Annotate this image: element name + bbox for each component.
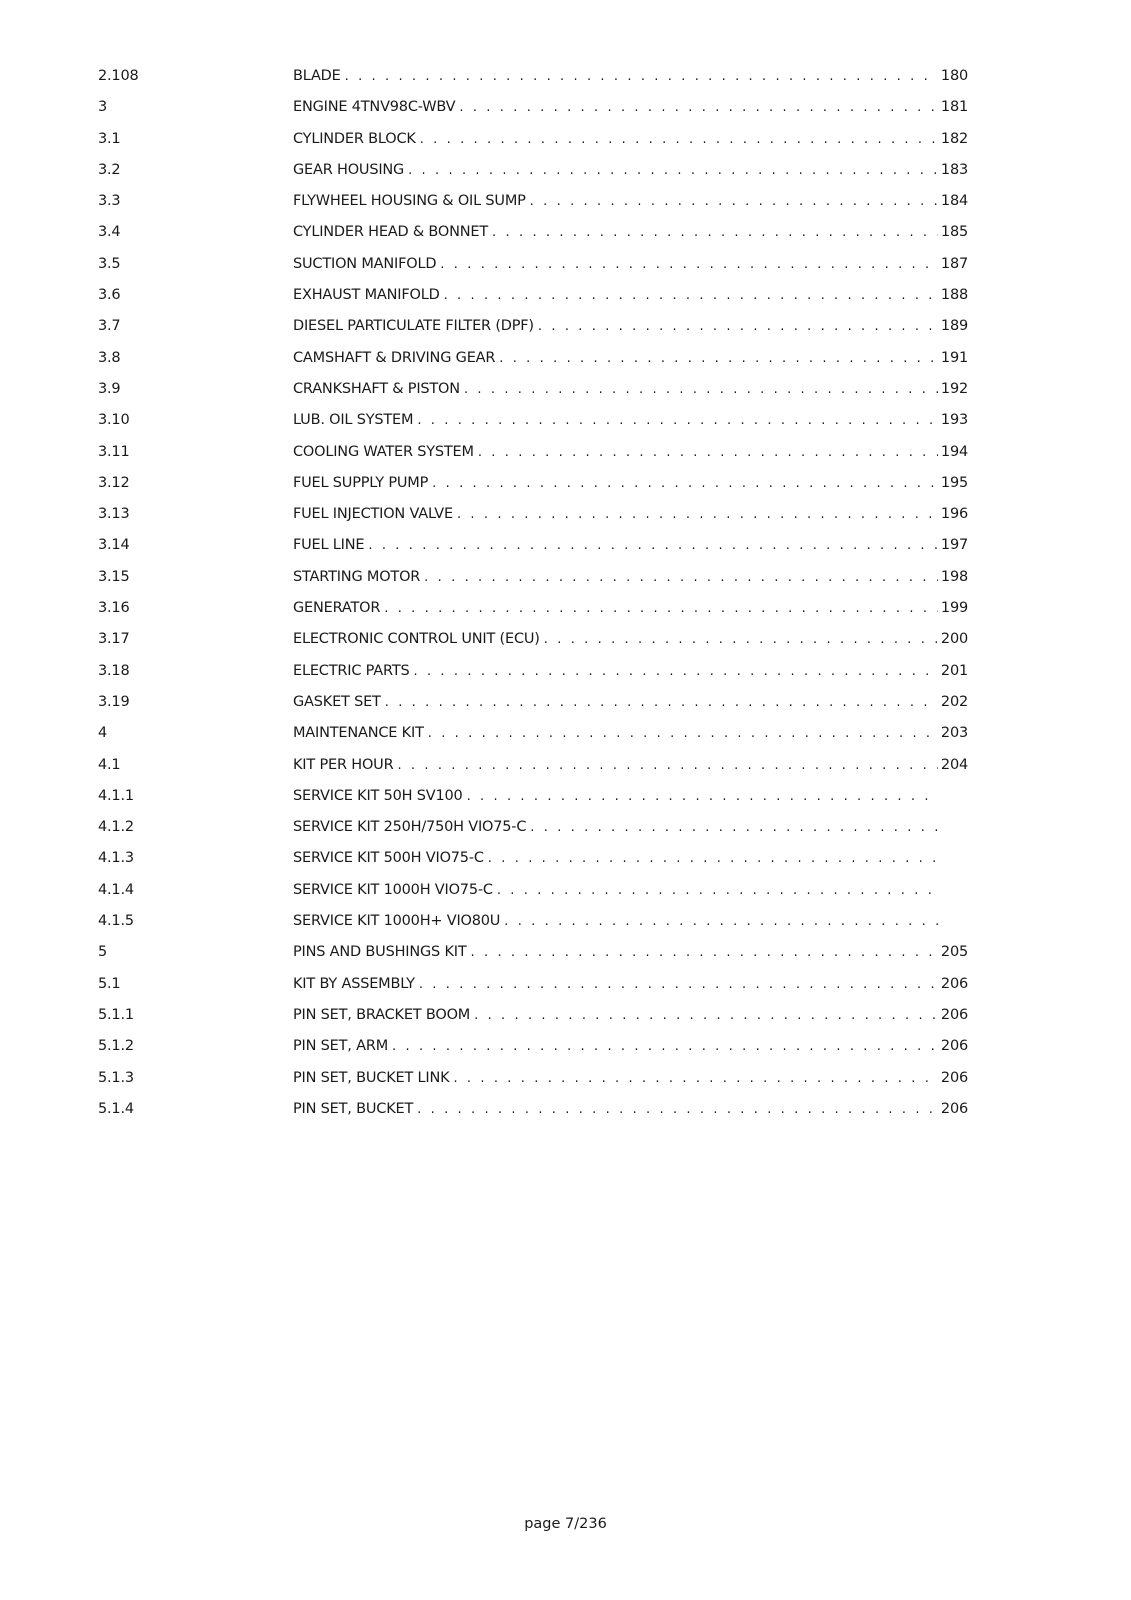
toc-entry[interactable] xyxy=(98,569,968,600)
toc-entry-number: 5.1 xyxy=(98,975,121,992)
toc-entry-title-line xyxy=(293,350,938,366)
toc-entry-page: 182 xyxy=(940,130,968,147)
toc-entry-title: MAINTENANCE KIT xyxy=(293,725,424,742)
dot-leader xyxy=(474,1008,938,1023)
dot-leader xyxy=(464,382,938,397)
dot-leader xyxy=(420,132,938,147)
toc-entry-number: 4.1.3 xyxy=(98,850,134,867)
dot-leader xyxy=(467,789,938,804)
toc-entry-title-line xyxy=(293,162,938,178)
toc-entry-title-line xyxy=(293,131,938,147)
dot-leader xyxy=(497,883,938,898)
toc-entry-title: CAMSHAFT & DRIVING GEAR xyxy=(293,349,496,366)
toc-entry-page: 206 xyxy=(940,1100,968,1117)
toc-entry[interactable] xyxy=(98,600,968,631)
toc-entry-title: LUB. OIL SYSTEM xyxy=(293,412,414,429)
dot-leader xyxy=(471,945,938,960)
toc-entry-number: 2.108 xyxy=(98,68,139,84)
toc-entry-page: 201 xyxy=(940,662,968,679)
toc-entry-title: KIT PER HOUR xyxy=(293,756,394,773)
toc-entry[interactable] xyxy=(98,162,968,193)
toc-entry-number: 4 xyxy=(98,725,108,742)
toc-entry-page: 206 xyxy=(940,1069,968,1086)
toc-entry-number: 3.8 xyxy=(98,349,121,366)
toc-entry-title-line xyxy=(293,537,938,553)
toc-entry-page: 206 xyxy=(940,1038,968,1055)
toc-entry-title: FLYWHEEL HOUSING & OIL SUMP xyxy=(293,193,526,210)
toc-entry-number: 3.2 xyxy=(98,161,121,178)
toc-entry-number: 3.13 xyxy=(98,506,130,523)
toc-entry-title: DIESEL PARTICULATE FILTER (DPF) xyxy=(293,318,534,335)
toc-entry-title: FUEL INJECTION VALVE xyxy=(293,506,453,523)
toc-entry-title-line xyxy=(293,99,938,115)
toc-entry[interactable] xyxy=(98,475,968,506)
toc-entry-title: SERVICE KIT 500H VIO75-C xyxy=(293,850,484,867)
toc-entry[interactable] xyxy=(98,788,968,819)
toc-entry[interactable] xyxy=(98,193,968,224)
toc-entry-number: 5 xyxy=(98,944,108,961)
dot-leader xyxy=(385,695,938,710)
toc-entry-page: 198 xyxy=(940,568,968,585)
toc-entry-title: SERVICE KIT 1000H+ VIO80U xyxy=(293,913,501,930)
toc-entry-page: 184 xyxy=(940,193,968,210)
dot-leader xyxy=(488,851,938,866)
toc-entry[interactable] xyxy=(98,1101,968,1132)
toc-entry-title-line xyxy=(293,819,938,835)
toc-entry[interactable] xyxy=(98,819,968,850)
dot-leader xyxy=(499,351,938,366)
toc-entry-page: 197 xyxy=(940,537,968,554)
toc-entry-title-line xyxy=(293,631,938,647)
toc-entry-page: 205 xyxy=(940,944,968,961)
dot-leader xyxy=(444,288,938,303)
dot-leader xyxy=(417,1102,938,1117)
toc-entry[interactable] xyxy=(98,350,968,381)
dot-leader xyxy=(428,726,938,741)
toc-entry-title-line xyxy=(293,224,938,240)
dot-leader xyxy=(392,1039,938,1054)
toc-entry-title-line xyxy=(293,1101,938,1117)
toc-entry-title-line xyxy=(293,475,938,491)
toc-entry-number: 5.1.3 xyxy=(98,1069,134,1086)
toc-entry-number: 3.10 xyxy=(98,412,130,429)
toc-entry-page: 183 xyxy=(940,161,968,178)
toc-entry[interactable] xyxy=(98,318,968,349)
toc-entry-title: PIN SET, BUCKET xyxy=(293,1100,414,1117)
dot-leader xyxy=(397,758,938,773)
toc-entry[interactable] xyxy=(98,1070,968,1101)
dot-leader xyxy=(492,225,938,240)
toc-entry-title-line xyxy=(293,1038,938,1054)
toc-entry-number: 3.1 xyxy=(98,130,121,147)
toc-entry-number: 5.1.2 xyxy=(98,1038,134,1055)
toc-entry-number: 3.9 xyxy=(98,380,121,397)
toc-entry-number: 4.1.4 xyxy=(98,881,134,898)
toc-entry-number: 3.11 xyxy=(98,443,130,460)
dot-leader xyxy=(345,69,938,84)
page-number-footer: page 7/236 xyxy=(524,1516,607,1532)
toc-entry-title: EXHAUST MANIFOLD xyxy=(293,287,440,304)
dot-leader xyxy=(440,257,938,272)
dot-leader xyxy=(478,445,938,460)
toc-entry[interactable] xyxy=(98,256,968,287)
toc-entry-title-line xyxy=(293,68,938,84)
toc-entry[interactable] xyxy=(98,1007,968,1038)
dot-leader xyxy=(419,977,938,992)
toc-entry-title-line xyxy=(293,412,938,428)
toc-entry-title: ELECTRONIC CONTROL UNIT (ECU) xyxy=(293,631,540,648)
toc-entry-title: GENERATOR xyxy=(293,600,381,617)
toc-entry-title-line xyxy=(293,725,938,741)
toc-entry-title-line xyxy=(293,663,938,679)
toc-entry-title-line xyxy=(293,694,938,710)
toc-entry-number: 5.1.4 xyxy=(98,1100,134,1117)
toc-entry-page: 188 xyxy=(940,287,968,304)
toc-entry-title: CRANKSHAFT & PISTON xyxy=(293,380,460,397)
toc-entry-page: 203 xyxy=(940,725,968,742)
toc-entry-title: GEAR HOUSING xyxy=(293,161,405,178)
toc-entry-title-line xyxy=(293,287,938,303)
toc-entry-title: ENGINE 4TNV98C-WBV xyxy=(293,99,456,116)
toc-entry-title: COOLING WATER SYSTEM xyxy=(293,443,474,460)
toc-entry-number: 3.12 xyxy=(98,474,130,491)
toc-entry[interactable] xyxy=(98,68,968,99)
toc-entry-page: 194 xyxy=(940,443,968,460)
toc-entry[interactable] xyxy=(98,694,968,725)
toc-entry[interactable] xyxy=(98,537,968,568)
toc-entry-number: 4.1.1 xyxy=(98,787,134,804)
toc-entry[interactable] xyxy=(98,1038,968,1069)
toc-entry-number: 5.1.1 xyxy=(98,1006,134,1023)
toc-entry-title: PIN SET, BRACKET BOOM xyxy=(293,1006,471,1023)
toc-entry-number: 3.15 xyxy=(98,568,130,585)
toc-entry-title: PIN SET, BUCKET LINK xyxy=(293,1069,450,1086)
toc-entry-title: BLADE xyxy=(293,68,341,84)
dot-leader xyxy=(538,319,938,334)
toc-entry-title-line xyxy=(293,193,938,209)
toc-entry-number: 3.3 xyxy=(98,193,121,210)
toc-entry-title: ELECTRIC PARTS xyxy=(293,662,410,679)
toc-entry-title: STARTING MOTOR xyxy=(293,568,421,585)
dot-leader xyxy=(530,194,938,209)
toc-entry-page: 185 xyxy=(940,224,968,241)
dot-leader xyxy=(414,664,939,679)
toc-entry[interactable] xyxy=(98,725,968,756)
toc-entry-page: 200 xyxy=(940,631,968,648)
dot-leader xyxy=(504,914,938,929)
toc-entry-number: 3.16 xyxy=(98,600,130,617)
dot-leader xyxy=(408,163,938,178)
toc-entry-title-line xyxy=(293,318,938,334)
toc-entry-number: 3.5 xyxy=(98,255,121,272)
dot-leader xyxy=(530,820,938,835)
toc-entry-title: KIT BY ASSEMBLY xyxy=(293,975,415,992)
toc-entry-page: 191 xyxy=(940,349,968,366)
toc-entry-title: CYLINDER HEAD & BONNET xyxy=(293,224,489,241)
toc-entry-title-line xyxy=(293,913,938,929)
toc-entry[interactable] xyxy=(98,131,968,162)
toc-entry-page: 181 xyxy=(940,99,968,116)
toc-entry-title-line xyxy=(293,569,938,585)
toc-entry-number: 3.4 xyxy=(98,224,121,241)
toc-entry-title: PINS AND BUSHINGS KIT xyxy=(293,944,467,961)
toc-entry-title-line xyxy=(293,1070,938,1086)
toc-entry-title-line xyxy=(293,381,938,397)
toc-entry-title: SERVICE KIT 50H SV100 xyxy=(293,787,463,804)
toc-entry-number: 3 xyxy=(98,99,108,116)
toc-entry-title-line xyxy=(293,444,938,460)
toc-entry-page: 193 xyxy=(940,412,968,429)
toc-entry-page: 189 xyxy=(940,318,968,335)
toc-entry-number: 3.7 xyxy=(98,318,121,335)
dot-leader xyxy=(424,570,938,585)
toc-entry-number: 3.18 xyxy=(98,662,130,679)
dot-leader xyxy=(453,1071,938,1086)
toc-entry-title: GASKET SET xyxy=(293,693,381,710)
toc-entry-number: 3.17 xyxy=(98,631,130,648)
toc-entry-title-line xyxy=(293,600,938,616)
toc-entry-page: 206 xyxy=(940,1006,968,1023)
toc-entry-title: SERVICE KIT 250H/750H VIO75-C xyxy=(293,819,527,836)
toc-entry[interactable] xyxy=(98,412,968,443)
dot-leader xyxy=(417,413,938,428)
toc-entry-number: 3.19 xyxy=(98,693,130,710)
toc-entry-page: 192 xyxy=(940,380,968,397)
toc-entry-title-line xyxy=(293,976,938,992)
toc-entry-page: 180 xyxy=(940,68,968,84)
toc-entry-number: 4.1 xyxy=(98,756,121,773)
dot-leader xyxy=(384,601,938,616)
dot-leader xyxy=(457,507,938,522)
toc-entry[interactable] xyxy=(98,506,968,537)
toc-entry[interactable] xyxy=(98,631,968,662)
toc-entry-number: 3.14 xyxy=(98,537,130,554)
toc-entry[interactable] xyxy=(98,976,968,1007)
toc-entry[interactable] xyxy=(98,381,968,412)
toc-entry-title-line xyxy=(293,506,938,522)
toc-entry-title: SERVICE KIT 1000H VIO75-C xyxy=(293,881,493,898)
toc-entry-title-line xyxy=(293,757,938,773)
toc-entry-title-line xyxy=(293,1007,938,1023)
toc-entry-number: 4.1.2 xyxy=(98,819,134,836)
toc-entry-number: 3.6 xyxy=(98,287,121,304)
toc-entry-title: FUEL SUPPLY PUMP xyxy=(293,474,429,491)
toc-entry-page: 195 xyxy=(940,474,968,491)
toc-entry[interactable] xyxy=(98,663,968,694)
dot-leader xyxy=(544,632,938,647)
toc-entry[interactable] xyxy=(98,882,968,913)
toc-entry[interactable] xyxy=(98,850,968,881)
toc-entry-page: 196 xyxy=(940,506,968,523)
toc-entry-page: 187 xyxy=(940,255,968,272)
toc-entry-title-line xyxy=(293,788,938,804)
toc-entry-title: SUCTION MANIFOLD xyxy=(293,255,437,272)
toc-entry[interactable] xyxy=(98,287,968,318)
toc-entry[interactable] xyxy=(98,944,968,975)
toc-entry-title-line xyxy=(293,850,938,866)
toc-entry[interactable] xyxy=(98,99,968,130)
dot-leader xyxy=(459,100,938,115)
toc-entry[interactable] xyxy=(98,224,968,255)
toc-entry-page: 199 xyxy=(940,600,968,617)
toc-entry-title-line xyxy=(293,882,938,898)
toc-entry[interactable] xyxy=(98,444,968,475)
toc-entry-title: CYLINDER BLOCK xyxy=(293,130,416,147)
toc-entry-number: 4.1.5 xyxy=(98,913,134,930)
toc-entry[interactable] xyxy=(98,757,968,788)
toc-entry-title: FUEL LINE xyxy=(293,537,365,554)
dot-leader xyxy=(432,476,938,491)
toc-entry-page: 202 xyxy=(940,693,968,710)
toc-entry-page: 204 xyxy=(940,756,968,773)
table-of-contents xyxy=(98,68,968,1132)
toc-entry[interactable] xyxy=(98,913,968,944)
toc-entry-page: 206 xyxy=(940,975,968,992)
toc-entry-title-line xyxy=(293,944,938,960)
toc-entry-title-line xyxy=(293,256,938,272)
toc-entry-title: PIN SET, ARM xyxy=(293,1038,389,1055)
dot-leader xyxy=(368,538,938,553)
